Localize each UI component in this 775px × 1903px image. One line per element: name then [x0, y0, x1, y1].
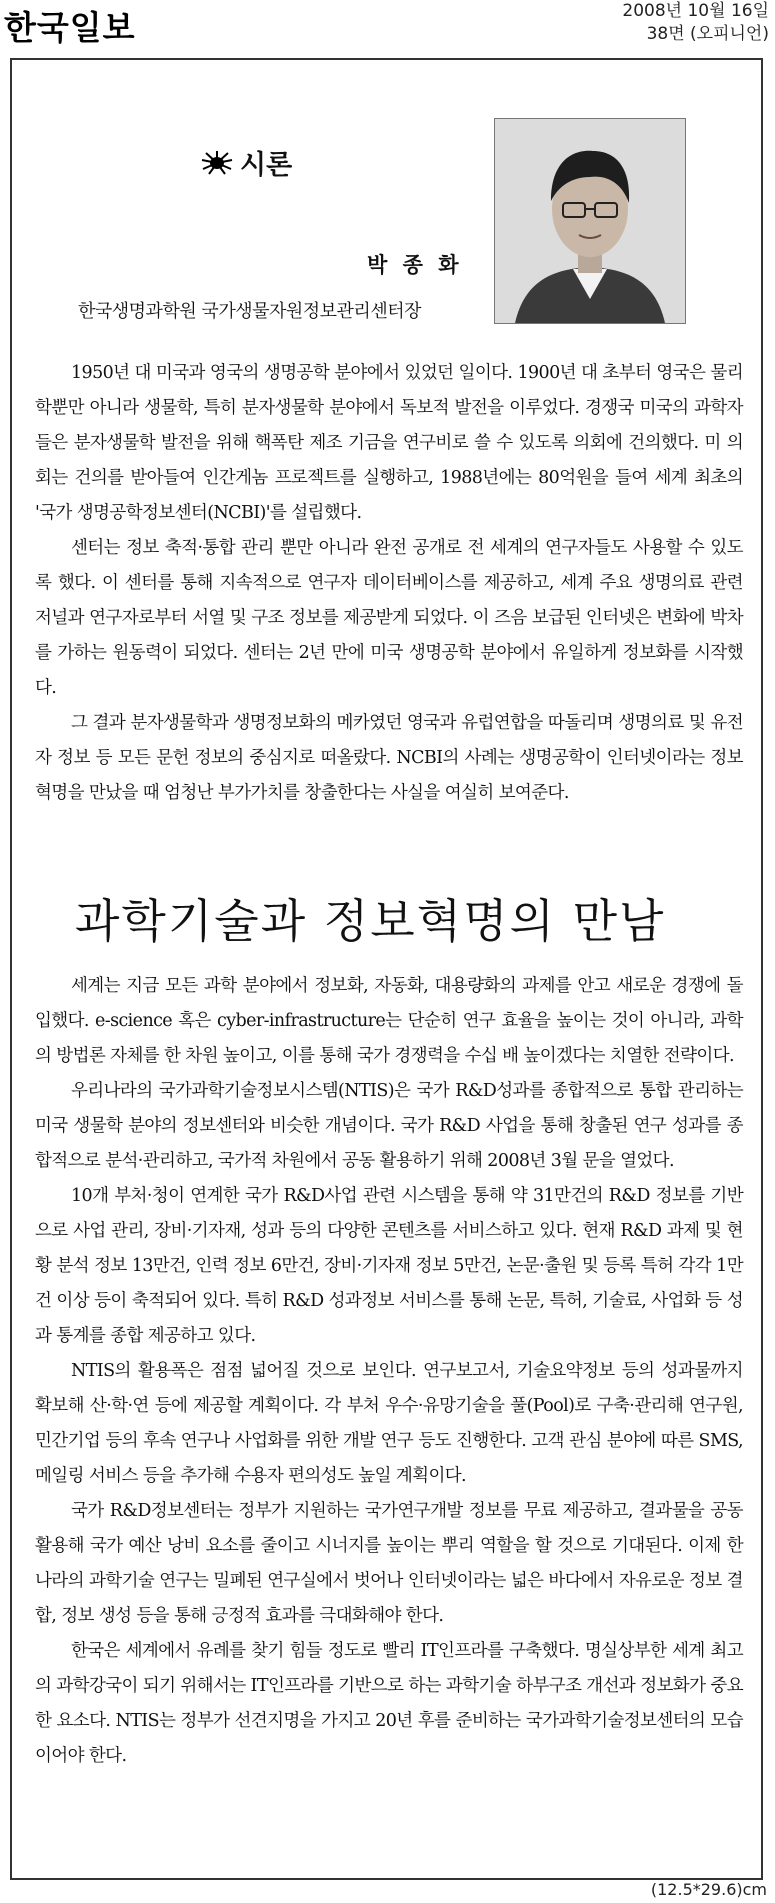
paragraph: 한국은 세계에서 유례를 찾기 힘들 정도로 빨리 IT인프라를 구축했다. 명실상부한 세계 최고의 과학강국이 되기 위해서는 IT인프라를 기반으로 하는 과학기술 하부구조 개선과 정보화가 중요한 요소다. NTIS는 정부가 선견지명을 가지고 20년 후를 준비하는 국가과학기술정보센터의 모습이어야 한다.: [35, 1641, 743, 1766]
paragraph: 그 결과 분자생물학과 생명정보화의 메카였던 영국과 유럽연합을 따돌리며 생명의료 및 유전자 정보 등 모든 문헌 정보의 중심지로 떠올랐다. NCBI의 사례는 생명공학이 인터넷이라는 정보혁명을 만났을 때 엄청난 부가가치를 창출한다는 사실을 여실히 보여준다.: [35, 713, 743, 803]
paragraph: 세계는 지금 모든 과학 분야에서 정보화, 자동화, 대용량화의 과제를 안고 새로운 경쟁에 돌입했다. e-science 혹은 cyber-infrastructure는 단순히 연구 효율을 높이는 것이 아니라, 과학의 방법론 자체를 한 차원 높이고, 이를 통해 국가 경쟁력을 수십 배 높이겠다는 치열한 전략이다.: [35, 976, 743, 1066]
masthead: [0, 0, 775, 56]
author-title: 한국생명과학원 국가생물자원정보관리센터장: [78, 301, 421, 322]
dateline: [622, 0, 769, 46]
paragraph: 1950년 대 미국과 영국의 생명공학 분야에서 있었던 일이다. 1900년 대 초부터 영국은 물리학뿐만 아니라 생물학, 특히 분자생물학 분야에서 독보적 발전을 이루었다. 경쟁국 미국의 과학자들은 분자생물학 발전을 위해 핵폭탄 제조 기금을 연구비로 쓸 수 있도록 의회에 건의했다. 미 의회는 건의를 받아들여 인간게놈 프로젝트를 실행하고, 1988년에는 80억원을 들여 세계 최초의 '국가 생명공학정보센터(NCBI)'를 설립했다.: [35, 363, 743, 523]
section-header: [200, 143, 292, 182]
newspaper-logo: 한국일보: [4, 8, 136, 47]
paragraph: 우리나라의 국가과학기술정보시스템(NTIS)은 국가 R&D성과를 종합적으로 통합 관리하는 미국 생물학 분야의 정보센터와 비슷한 개념이다. 국가 R&D 사업을 통해 창출된 연구 성과를 종합적으로 분석·관리하고, 국가적 차원에서 공동 활용하기 위해 2008년 3월 문을 열었다.: [35, 1081, 743, 1171]
paragraph: NTIS의 활용폭은 점점 넓어질 것으로 보인다. 연구보고서, 기술요약정보 등의 성과물까지 확보해 산·학·연 등에 제공할 계획이다. 각 부처 우수·유망기술을 풀(Pool)로 구축·관리해 연구원, 민간기업 등의 후속 연구나 사업화를 위한 개발 연구 등도 진행한다. 고객 관심 분야에 따른 SMS, 메일링 서비스 등을 추가해 수용자 편의성도 높일 계획이다.: [35, 1361, 743, 1486]
paragraph: 10개 부처·청이 연계한 국가 R&D사업 관련 시스템을 통해 약 31만건의 R&D 정보를 기반으로 사업 관리, 장비·기자재, 성과 등의 다양한 콘텐츠를 서비스하고 있다. 현재 R&D 과제 및 현황 분석 정보 13만건, 인력 정보 6만건, 장비·기자재 정보 5만건, 논문·출원 및 등록 특허 각각 1만건 이상 등이 축적되어 있다. 특히 R&D 성과정보 서비스를 통해 논문, 특허, 기술료, 사업화 등 성과 통계를 종합 제공하고 있다.: [35, 1186, 743, 1346]
author-name: 박 종 화: [367, 253, 463, 277]
intro-text: [35, 356, 743, 811]
clipping-size: (12.5*29.6)cm: [650, 1880, 767, 1899]
paragraph: 센터는 정보 축적·통합 관리 뿐만 아니라 완전 공개로 전 세계의 연구자들도 사용할 수 있도록 했다. 이 센터를 통해 지속적으로 연구자 데이터베이스를 제공하고, 세계 주요 생명의료 관련 저널과 연구자로부터 서열 및 구조 정보를 제공받게 되었다. 이 즈음 보급된 인터넷은 변화에 박차를 가하는 원동력이 되었다. 센터는 2년 만에 미국 생명공학 분야에서 유일하게 정보화를 시작했다.: [35, 538, 743, 698]
main-text: [35, 969, 743, 1774]
paragraph: 국가 R&D정보센터는 정부가 지원하는 국가연구개발 정보를 무료 제공하고, 결과물을 공동 활용해 국가 예산 낭비 요소를 줄이고 시너지를 높이는 뿌리 역할을 할 것으로 기대된다. 이제 한 나라의 과학기술 연구는 밀폐된 연구실에서 벗어나 인터넷이라는 넓은 바다에서 자유로운 정보 결합, 정보 생성 등을 통해 긍정적 효과를 극대화해야 한다.: [35, 1501, 743, 1626]
section-label: 시론: [240, 150, 293, 181]
star-burst-icon: [200, 150, 234, 176]
page-section: 38면 (오피니언): [646, 24, 769, 44]
headline: 과학기술과 정보혁명의 만남: [75, 894, 666, 948]
publish-date: 2008년 10월 16일: [622, 1, 769, 21]
author-photo: [494, 118, 686, 324]
